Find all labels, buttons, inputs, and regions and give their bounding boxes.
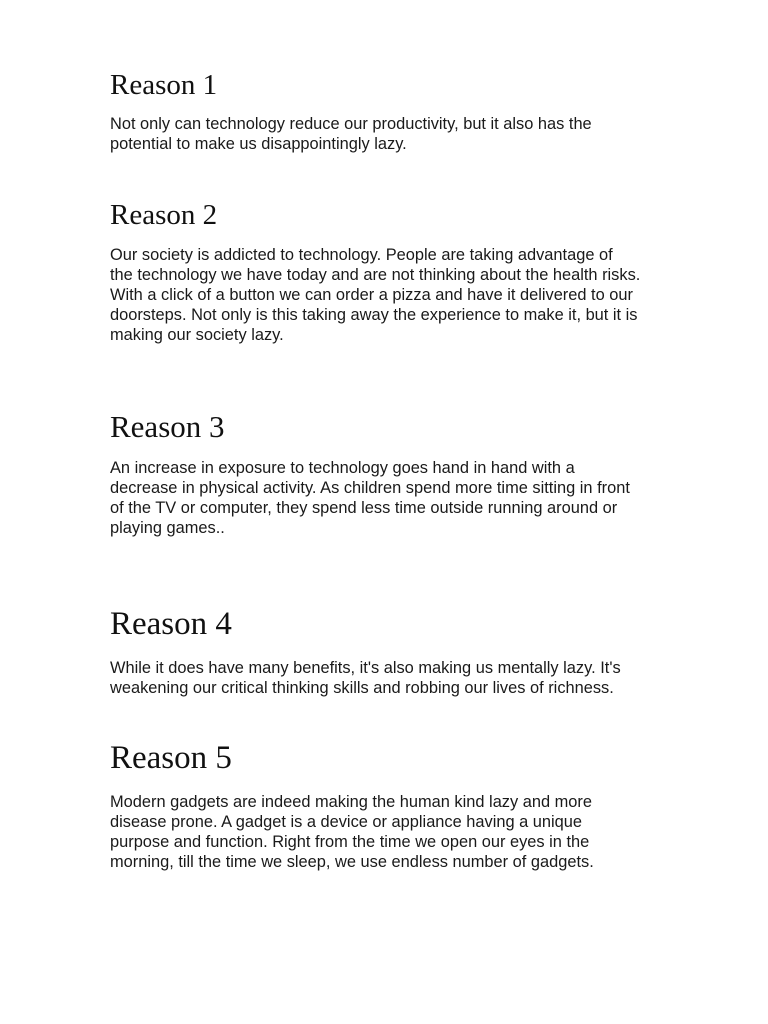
paragraph-line: of the TV or computer, they spend less time outside running around or xyxy=(110,498,618,517)
section-heading: Reason 2 xyxy=(110,199,218,231)
paragraph-line: purpose and function. Right from the time we open our eyes in the xyxy=(110,832,590,851)
paragraph-line: weakening our critical thinking skills and robbing our lives of richness. xyxy=(110,678,614,697)
section-heading: Reason 5 xyxy=(110,740,232,776)
section-paragraph xyxy=(110,459,710,539)
section-paragraph xyxy=(110,246,710,346)
paragraph-line: disease prone. A gadget is a device or appliance having a unique xyxy=(110,812,583,831)
paragraph-line: playing games.. xyxy=(110,518,225,537)
section-paragraph xyxy=(110,115,710,155)
paragraph-line: making our society lazy. xyxy=(110,325,284,344)
paragraph-line: Modern gadgets are indeed making the human kind lazy and more xyxy=(110,793,592,811)
section-paragraph xyxy=(110,659,710,699)
section-heading: Reason 4 xyxy=(110,606,232,642)
paragraph-line: potential to make us disappointingly lazy. xyxy=(110,134,407,153)
section-heading: Reason 1 xyxy=(110,69,218,101)
paragraph-line: An increase in exposure to technology goes hand in hand with a xyxy=(110,459,575,477)
paragraph-line: decrease in physical activity. As children spend more time sitting in front xyxy=(110,478,630,497)
reason-section-5 xyxy=(110,742,710,873)
reason-section-1 xyxy=(110,71,710,155)
paragraph-line: Our society is addicted to technology. People are taking advantage of xyxy=(110,246,613,264)
reason-section-3 xyxy=(110,411,710,539)
paragraph-line: While it does have many benefits, it's also making us mentally lazy. It's xyxy=(110,659,621,677)
reason-section-4 xyxy=(110,608,710,699)
paragraph-line: morning, till the time we sleep, we use endless number of gadgets. xyxy=(110,852,594,871)
paragraph-line: Not only can technology reduce our productivity, but it also has the xyxy=(110,115,592,133)
paragraph-line: With a click of a button we can order a pizza and have it delivered to our xyxy=(110,285,633,304)
paragraph-line: doorsteps. Not only is this taking away the experience to make it, but it is xyxy=(110,305,638,324)
section-paragraph xyxy=(110,793,710,873)
paragraph-line: the technology we have today and are not thinking about the health risks. xyxy=(110,265,641,284)
reason-section-2 xyxy=(110,201,710,346)
section-heading: Reason 3 xyxy=(110,409,225,444)
